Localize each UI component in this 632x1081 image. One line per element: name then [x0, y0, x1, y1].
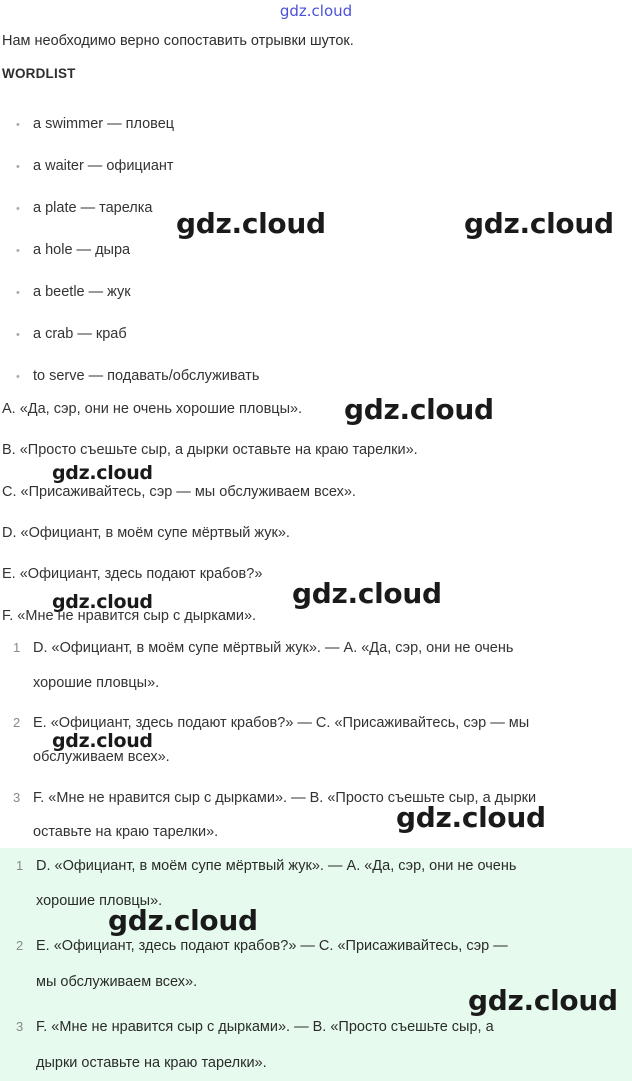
answer-line: F. «Мне не нравится сыр с дырками». — B. «Просто съешьте сыр, а дырки [33, 790, 537, 806]
watermark: gdz.cloud [108, 904, 258, 937]
wordlist-item [16, 158, 174, 174]
wordlist-item [16, 200, 152, 216]
answer-line: D. «Официант, в моём супе мёртвый жук». — A. «Да, сэр, они не очень [33, 640, 514, 656]
wordlist-item-text: to serve — подавать/обслуживать [33, 368, 260, 384]
answer-line: обслуживаем всех». [33, 749, 170, 765]
watermark: gdz.cloud [292, 577, 442, 610]
wordlist-item-text: a crab — краб [33, 326, 127, 342]
wordlist-item [16, 368, 259, 384]
wordlist-heading: WORDLIST [2, 66, 76, 81]
wordlist-item-text: a plate — тарелка [33, 200, 153, 216]
answer-line: хорошие пловцы». [36, 893, 163, 909]
answer-number: 3 [13, 790, 21, 805]
bullet-icon: • [16, 371, 20, 383]
wordlist-item-text: a hole — дыра [33, 242, 131, 258]
joke-option-f: F. «Мне не нравится сыр с дырками». [2, 608, 257, 624]
watermark: gdz.cloud [344, 393, 494, 426]
joke-option-d: D. «Официант, в моём супе мёртвый жук». [2, 525, 290, 541]
wordlist-item-text: a waiter — официант [33, 158, 174, 174]
bullet-icon: • [16, 203, 20, 215]
joke-option-e: E. «Официант, здесь подают крабов?» [2, 566, 263, 582]
answer-line: мы обслуживаем всех». [36, 974, 198, 990]
bullet-icon: • [16, 245, 20, 257]
answer-number: 2 [16, 938, 24, 953]
answer-line: E. «Официант, здесь подают крабов?» — C. «Присаживайтесь, сэр — мы [33, 715, 530, 731]
watermark: gdz.cloud [52, 730, 153, 752]
header-watermark: gdz.cloud [279, 2, 353, 20]
answer-line: F. «Мне не нравится сыр с дырками». — B. «Просто съешьте сыр, а [36, 1019, 494, 1035]
answer-number: 3 [16, 1019, 24, 1034]
watermark: gdz.cloud [396, 801, 546, 834]
answer-number: 1 [16, 858, 24, 873]
joke-option-c: C. «Присаживайтесь, сэр — мы обслуживаем всех». [2, 484, 356, 500]
watermark: gdz.cloud [468, 984, 618, 1017]
bullet-icon: • [16, 119, 20, 131]
answer-line: оставьте на краю тарелки». [33, 824, 219, 840]
answer-line: дырки оставьте на краю тарелки». [36, 1055, 267, 1071]
wordlist-item [16, 284, 131, 300]
bullet-icon: • [16, 287, 20, 299]
watermark: gdz.cloud [176, 207, 326, 240]
watermark: gdz.cloud [52, 462, 153, 484]
answer-number: 2 [13, 715, 21, 730]
bullet-icon: • [16, 161, 20, 173]
wordlist-item [16, 326, 127, 342]
wordlist-item [16, 116, 174, 132]
joke-option-b: B. «Просто съешьте сыр, а дырки оставьте на краю тарелки». [2, 442, 418, 458]
wordlist-item [16, 242, 130, 258]
wordlist-item-text: a swimmer — пловец [33, 116, 175, 132]
answer-line: хорошие пловцы». [33, 675, 160, 691]
final-answer-panel [0, 848, 632, 1081]
intro-text: Нам необходимо верно сопоставить отрывки шуток. [2, 33, 354, 49]
answer-line: D. «Официант, в моём супе мёртвый жук». — A. «Да, сэр, они не очень [36, 858, 517, 874]
joke-option-a: A. «Да, сэр, они не очень хорошие пловцы». [2, 401, 303, 417]
wordlist-item-text: a beetle — жук [33, 284, 131, 300]
answer-line: E. «Официант, здесь подают крабов?» — C. «Присаживайтесь, сэр — [36, 938, 508, 954]
watermark: gdz.cloud [52, 591, 153, 613]
watermark: gdz.cloud [464, 207, 614, 240]
answer-number: 1 [13, 640, 21, 655]
bullet-icon: • [16, 329, 20, 341]
